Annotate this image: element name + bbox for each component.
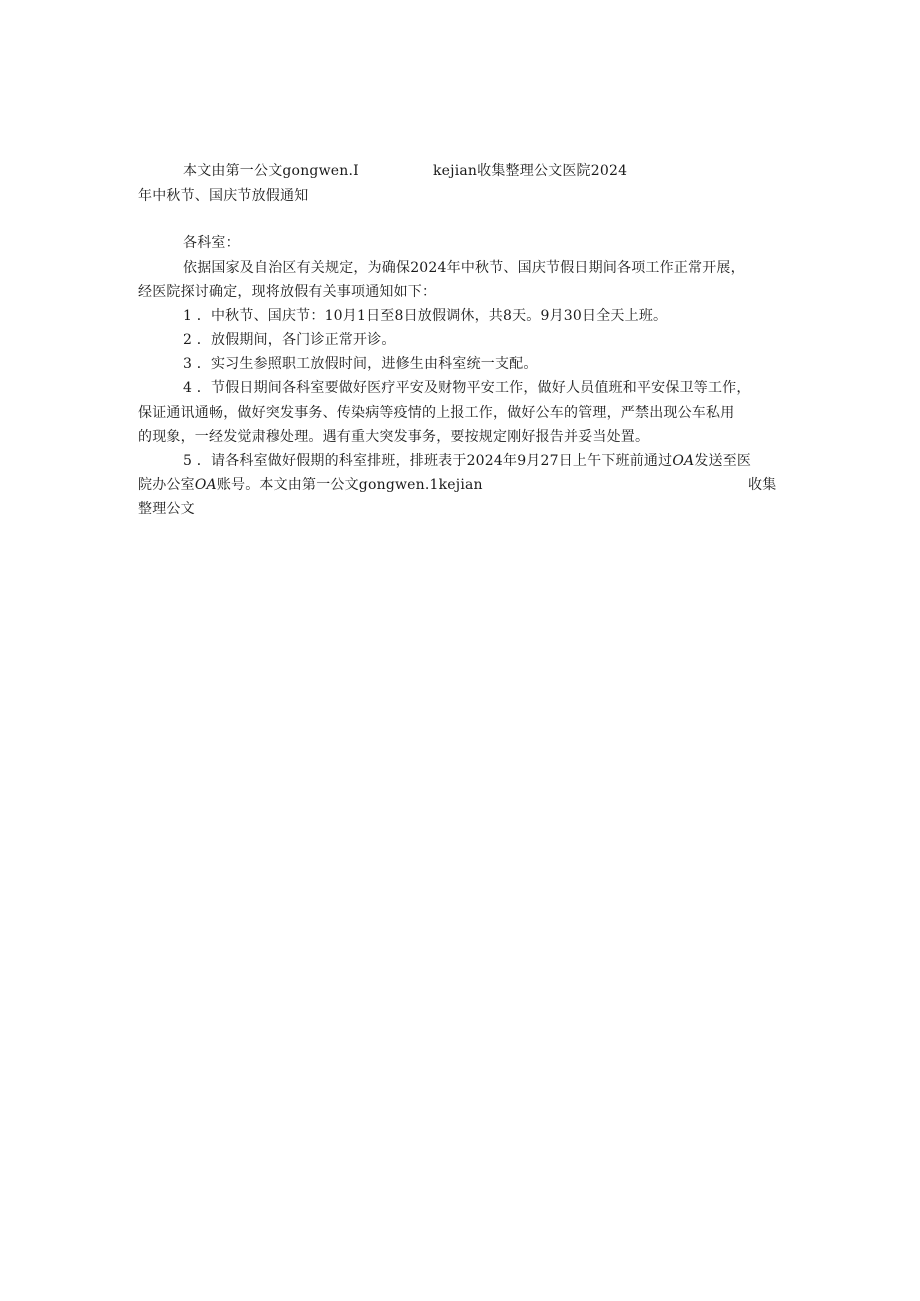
oa-label: OA xyxy=(194,477,217,493)
item-text: ．实习生参照职工放假时间，进修生由科室统一支配。 xyxy=(196,356,538,372)
list-item-5-line-2 xyxy=(138,475,483,495)
list-item-4-line-3: 的现象，一经发觉肃穆处理。遇有重大突发事务，要按规定刚好报告并妥当处置。 xyxy=(138,429,650,445)
item-text: ．放假期间，各门诊正常开诊。 xyxy=(196,332,396,348)
item-number: 5 xyxy=(183,453,193,469)
item-number: 2 xyxy=(183,332,193,348)
intro-line-1: 依据国家及自治区有关规定，为确保2024年中秋节、国庆节假日期间各项工作正常开展， xyxy=(183,260,745,276)
item-number: 4 xyxy=(183,380,193,396)
intro-line-2: 经医院探讨确定，现将放假有关事项通知如下： xyxy=(138,284,437,300)
title-line-1-right: kejian收集整理公文医院2024 xyxy=(433,163,628,179)
item-text: ．请各科室做好假期的科室排班，排班表于2024年9月27日上午下班前通过 xyxy=(196,453,673,469)
list-item-4 xyxy=(183,378,751,398)
list-item-5-line-3: 整理公文 xyxy=(138,501,195,517)
title-line-1-left: 本文由第一公文gongwen.I xyxy=(183,163,359,179)
list-item-3 xyxy=(183,354,538,374)
list-item-5-line-2-tail: 收集 xyxy=(748,477,777,493)
oa-label: OA xyxy=(672,453,695,469)
item-text: 院办公室 xyxy=(138,477,195,493)
salutation: 各科室： xyxy=(183,235,240,251)
title-line-2: 年中秋节、国庆节放假通知 xyxy=(138,188,309,204)
list-item-1 xyxy=(183,306,667,326)
list-item-4-line-2: 保证通讯通畅，做好突发事务、传染病等疫情的上报工作，做好公车的管理，严禁出现公车私用 xyxy=(138,405,735,421)
list-item-2 xyxy=(183,330,396,350)
item-number: 3 xyxy=(183,356,193,372)
item-text: 账号。本文由第一公文gongwen.1kejian xyxy=(216,477,483,493)
item-text: 发送至医 xyxy=(694,453,752,469)
item-text: ．中秋节、国庆节：10月1日至8日放假调休，共8天。9月30日全天上班。 xyxy=(196,308,668,324)
item-number: 1 xyxy=(183,308,193,324)
item-text: ．节假日期间各科室要做好医疗平安及财物平安工作，做好人员值班和平安保卫等工作， xyxy=(196,380,751,396)
list-item-5 xyxy=(183,451,751,471)
